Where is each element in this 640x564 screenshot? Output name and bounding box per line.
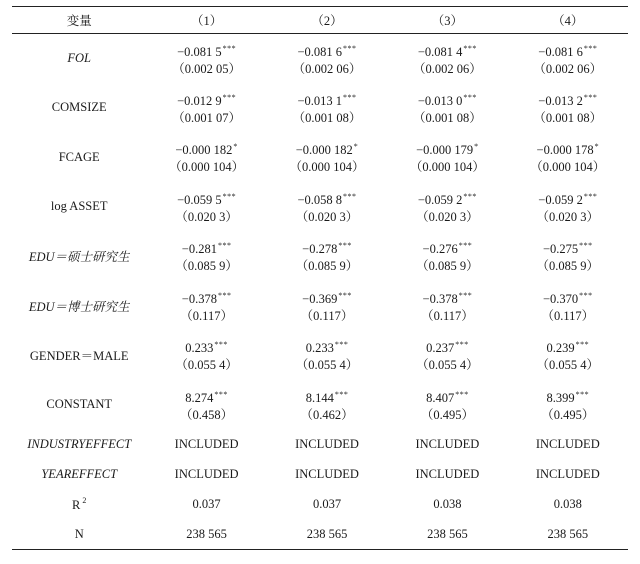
coefficient-value: −0.378 — [181, 291, 217, 306]
header-column-3: （3） — [387, 7, 507, 34]
coefficient-value: 0.237 — [426, 341, 455, 356]
significance-stars: * — [594, 142, 600, 152]
estimate-cell — [146, 133, 266, 183]
coefficient — [387, 336, 507, 357]
coefficient — [146, 287, 266, 308]
significance-stars: *** — [575, 389, 590, 399]
estimate-cell — [146, 281, 266, 331]
estimate-cell — [267, 34, 387, 84]
coefficient-value: −0.275 — [542, 242, 579, 257]
value-cell: INCLUDED — [535, 467, 600, 481]
coefficient — [387, 138, 507, 159]
value-cell: INCLUDED — [295, 437, 359, 451]
estimate-cell — [267, 83, 387, 133]
estimate-cell — [508, 331, 628, 381]
significance-stars: *** — [583, 191, 598, 201]
variable-label: CONSTANT — [46, 397, 113, 412]
estimate-cell — [146, 232, 266, 282]
value-cell: INCLUDED — [295, 467, 359, 481]
significance-stars: *** — [583, 43, 598, 53]
standard-error: （0.458） — [180, 407, 234, 422]
value-cell: INCLUDED — [174, 467, 239, 481]
significance-stars: *** — [334, 389, 349, 399]
coefficient — [146, 237, 266, 258]
estimate-cell — [387, 331, 507, 381]
coefficient-value: 0.233 — [305, 341, 334, 356]
significance-stars: *** — [463, 43, 477, 53]
estimate-cell — [387, 380, 507, 430]
coefficient-value: −0.000 182 — [295, 143, 353, 158]
superscript: 2 — [82, 496, 87, 505]
coefficient — [146, 336, 266, 357]
variable-label-text: YEAREFFECT — [41, 467, 118, 481]
significance-stars: *** — [458, 290, 473, 300]
value-cell: 0.037 — [192, 497, 221, 511]
coefficient — [387, 287, 507, 308]
coefficient — [146, 386, 266, 407]
standard-error: （0.020 3） — [175, 209, 238, 224]
estimate-cell — [267, 380, 387, 430]
coefficient-value: −0.081 6 — [538, 44, 583, 59]
value-cell: 238 565 — [146, 520, 266, 550]
estimate-cell — [387, 281, 507, 331]
standard-error: （0.000 104） — [169, 160, 245, 175]
variable-label: GENDER＝MALE — [29, 349, 129, 364]
variable-label-text: R — [72, 498, 81, 512]
coefficient — [267, 40, 387, 61]
coefficient-value: 8.399 — [546, 390, 575, 405]
coefficient-value: −0.081 6 — [297, 44, 343, 59]
regression-table — [12, 6, 628, 550]
variable-label: FOL — [67, 51, 92, 65]
standard-error: （0.495） — [420, 407, 474, 422]
table-row — [12, 490, 628, 520]
variable-label: EDU＝博士研究生 — [28, 299, 130, 314]
standard-error: （0.055 4） — [536, 358, 600, 373]
coefficient-value: 8.274 — [185, 390, 214, 405]
coefficient — [508, 287, 628, 308]
standard-error: （0.002 06） — [292, 61, 362, 76]
table-body — [12, 34, 628, 550]
header-column-2: （2） — [267, 7, 387, 34]
coefficient-value: −0.000 182 — [175, 143, 233, 158]
estimate-cell — [146, 380, 266, 430]
coefficient-value: −0.378 — [422, 291, 458, 306]
standard-error: （0.055 4） — [416, 358, 479, 373]
standard-error: （0.055 4） — [175, 358, 238, 373]
coefficient — [146, 188, 266, 209]
value-cell: 238 565 — [508, 520, 628, 550]
estimate-cell — [267, 182, 387, 232]
value-cell: INCLUDED — [415, 467, 480, 481]
table-row — [12, 133, 628, 183]
table-row — [12, 182, 628, 232]
coefficient-value: −0.012 9 — [177, 93, 222, 108]
standard-error: （0.085 9） — [416, 259, 479, 274]
coefficient — [387, 89, 507, 110]
coefficient — [267, 237, 387, 258]
coefficient-value: 8.407 — [426, 390, 455, 405]
estimate-cell — [387, 34, 507, 84]
estimate-cell — [146, 331, 266, 381]
significance-stars: *** — [338, 290, 352, 300]
coefficient — [508, 188, 628, 209]
coefficient — [508, 89, 628, 110]
coefficient — [146, 89, 266, 110]
variable-label — [12, 520, 146, 550]
estimate-cell — [508, 133, 628, 183]
estimate-cell — [267, 281, 387, 331]
significance-stars: *** — [463, 191, 477, 201]
significance-stars: * — [353, 142, 359, 152]
coefficient — [267, 188, 387, 209]
standard-error: （0.117） — [180, 308, 233, 323]
coefficient — [508, 386, 628, 407]
coefficient-value: −0.013 0 — [417, 93, 463, 108]
significance-stars: *** — [458, 241, 473, 251]
standard-error: （0.002 05） — [172, 61, 241, 76]
estimate-cell — [387, 83, 507, 133]
header-column-4: （4） — [508, 7, 628, 34]
standard-error: （0.020 3） — [536, 209, 600, 224]
estimate-cell — [387, 232, 507, 282]
standard-error: （0.000 104） — [530, 160, 606, 175]
significance-stars: *** — [214, 389, 228, 399]
header-variable: 变量 — [12, 7, 146, 34]
table-row — [12, 460, 628, 490]
coefficient — [267, 287, 387, 308]
significance-stars: *** — [463, 92, 477, 102]
table-row — [12, 430, 628, 460]
value-cell: 0.038 — [553, 497, 582, 511]
table-row — [12, 520, 628, 550]
coefficient-value: −0.081 5 — [177, 44, 222, 59]
value-cell: INCLUDED — [535, 437, 600, 451]
table-row — [12, 380, 628, 430]
coefficient — [267, 336, 387, 357]
coefficient-value: −0.013 1 — [297, 93, 343, 108]
variable-label: COMSIZE — [51, 100, 107, 115]
significance-stars: *** — [338, 241, 352, 251]
standard-error: （0.001 08） — [292, 110, 362, 125]
standard-error: （0.020 3） — [416, 209, 479, 224]
coefficient-value: −0.058 8 — [297, 192, 343, 207]
coefficient — [508, 237, 628, 258]
estimate-cell — [508, 232, 628, 282]
estimate-cell — [267, 232, 387, 282]
standard-error: （0.000 104） — [289, 160, 365, 175]
standard-error: （0.085 9） — [536, 259, 600, 274]
estimate-cell — [146, 83, 266, 133]
variable-label: FCAGE — [58, 149, 100, 164]
coefficient — [508, 138, 628, 159]
coefficient — [146, 40, 266, 61]
value-cell: INCLUDED — [174, 437, 239, 451]
coefficient-value: −0.000 179 — [416, 143, 474, 158]
significance-stars: *** — [343, 43, 357, 53]
header-column-1: （1） — [146, 7, 266, 34]
standard-error: （0.002 06） — [413, 61, 482, 76]
estimate-cell — [267, 331, 387, 381]
significance-stars: *** — [575, 340, 590, 350]
estimate-cell — [508, 34, 628, 84]
value-cell: 238 565 — [267, 520, 387, 550]
coefficient-value: −0.081 4 — [417, 44, 463, 59]
coefficient-value: −0.370 — [542, 291, 579, 306]
coefficient-value: −0.059 5 — [177, 192, 222, 207]
coefficient-value: 0.233 — [185, 341, 214, 356]
variable-label: EDU＝硕士研究生 — [28, 250, 130, 265]
estimate-cell — [146, 34, 266, 84]
significance-stars: *** — [455, 389, 469, 399]
estimate-cell — [387, 133, 507, 183]
significance-stars: *** — [583, 92, 598, 102]
standard-error: （0.001 07） — [172, 110, 241, 125]
significance-stars: *** — [217, 241, 232, 251]
significance-stars: *** — [579, 241, 593, 251]
value-cell: 0.037 — [312, 497, 342, 511]
significance-stars: *** — [222, 43, 237, 53]
significance-stars: * — [474, 142, 479, 152]
value-cell: INCLUDED — [415, 437, 480, 451]
variable-label-text: INDUSTRYEFFECT — [27, 437, 132, 451]
table-row — [12, 281, 628, 331]
significance-stars: *** — [343, 92, 357, 102]
standard-error: （0.020 3） — [295, 209, 359, 224]
variable-label — [12, 460, 146, 490]
coefficient-value: −0.059 2 — [417, 192, 463, 207]
coefficient-value: 0.239 — [546, 341, 575, 356]
coefficient-value: −0.276 — [422, 242, 458, 257]
significance-stars: *** — [343, 191, 357, 201]
coefficient — [146, 138, 266, 159]
coefficient-value: −0.281 — [181, 242, 217, 257]
coefficient — [387, 188, 507, 209]
standard-error: （0.000 104） — [409, 160, 485, 175]
standard-error: （0.495） — [541, 407, 595, 422]
estimate-cell — [508, 380, 628, 430]
coefficient-value: −0.000 178 — [536, 143, 594, 158]
significance-stars: *** — [222, 191, 237, 201]
significance-stars: *** — [455, 340, 469, 350]
coefficient — [387, 237, 507, 258]
estimate-cell — [146, 182, 266, 232]
significance-stars: *** — [214, 340, 228, 350]
variable-label: log ASSET — [50, 199, 108, 214]
significance-stars: *** — [334, 340, 349, 350]
coefficient-value: −0.278 — [302, 242, 338, 257]
significance-stars: *** — [579, 290, 593, 300]
coefficient — [267, 138, 387, 159]
value-cell: 0.038 — [433, 497, 462, 511]
coefficient — [508, 336, 628, 357]
coefficient — [267, 386, 387, 407]
significance-stars: *** — [222, 92, 237, 102]
significance-stars: * — [233, 142, 238, 152]
estimate-cell — [508, 83, 628, 133]
standard-error: （0.055 4） — [295, 358, 359, 373]
table-row — [12, 232, 628, 282]
standard-error: （0.001 08） — [413, 110, 482, 125]
estimate-cell — [267, 133, 387, 183]
standard-error: （0.001 08） — [533, 110, 603, 125]
standard-error: （0.085 9） — [295, 259, 359, 274]
estimate-cell — [508, 281, 628, 331]
value-cell: 238 565 — [387, 520, 507, 550]
standard-error: （0.117） — [541, 308, 595, 323]
header-row — [12, 7, 628, 34]
coefficient — [508, 40, 628, 61]
estimate-cell — [508, 182, 628, 232]
coefficient — [387, 386, 507, 407]
standard-error: （0.462） — [300, 407, 354, 422]
coefficient — [267, 89, 387, 110]
significance-stars: *** — [217, 290, 232, 300]
standard-error: （0.002 06） — [533, 61, 603, 76]
standard-error: （0.117） — [421, 308, 474, 323]
table-row — [12, 331, 628, 381]
table-row — [12, 83, 628, 133]
estimate-cell — [387, 182, 507, 232]
coefficient-value: −0.013 2 — [538, 93, 583, 108]
variable-label — [12, 490, 146, 520]
variable-label — [12, 430, 146, 460]
table-row — [12, 34, 628, 84]
variable-label-text: N — [74, 526, 84, 541]
coefficient-value: −0.059 2 — [538, 192, 583, 207]
standard-error: （0.085 9） — [175, 259, 238, 274]
coefficient-value: 8.144 — [305, 390, 334, 405]
standard-error: （0.117） — [300, 308, 354, 323]
coefficient-value: −0.369 — [302, 291, 338, 306]
coefficient — [387, 40, 507, 61]
